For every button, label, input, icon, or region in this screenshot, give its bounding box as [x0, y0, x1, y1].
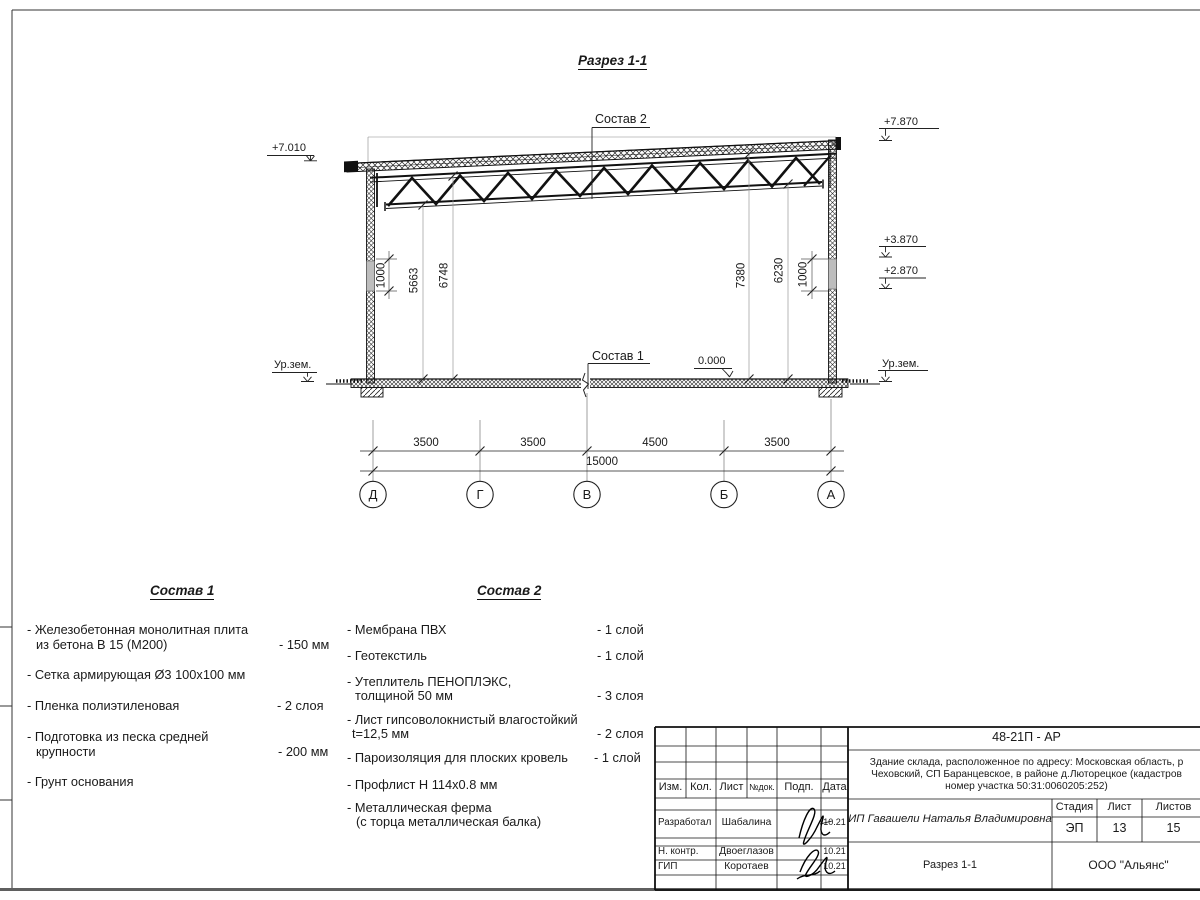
sostav2-item4-line2: t=12,5 мм: [352, 726, 410, 741]
tb-date-2: 10.21: [823, 846, 846, 856]
floor-slab: [351, 379, 848, 388]
vdim-6230: 6230: [773, 257, 786, 284]
tb-sheets-label: Листов: [1155, 801, 1192, 813]
sostav1-item1-line2: из бетона В 15 (М200): [36, 637, 168, 652]
sostav2-item3-line1: - Утеплитель ПЕНОПЛЭКС,: [347, 674, 512, 689]
tb-role-razrabotal: Разработал: [658, 817, 712, 828]
elevation-mark-7870: [879, 129, 939, 141]
tb-description-line1: Здание склада, расположенное по адресу: Московская область, р: [869, 757, 1184, 768]
vdim-6748: 6748: [438, 262, 451, 289]
foundation-right: [819, 388, 842, 398]
sostav2-item3-line2: толщиной 50 мм: [355, 688, 453, 703]
hdim-3500-2: 3500: [520, 437, 546, 449]
ground-level-label-left: Ур.зем.: [274, 359, 312, 371]
vdim-7380: 7380: [735, 262, 748, 289]
tb-client: ИП Гавашели Наталья Владимировна: [848, 813, 1052, 825]
hdim-3500-1: 3500: [413, 437, 439, 449]
sostav1-title: Состав 1: [150, 583, 214, 600]
sostav1-item4-line2: крупности: [36, 744, 96, 759]
axis-label-a: А: [826, 487, 836, 502]
tb-company: ООО "Альянс": [1088, 858, 1169, 872]
tb-doc-code: 48-21П - АР: [992, 730, 1061, 744]
hdim-3500-3: 3500: [764, 437, 790, 449]
tb-stage-label: Стадия: [1055, 801, 1094, 813]
tb-col-podp: Подп.: [784, 781, 814, 793]
elevation-label-7010: +7.010: [272, 142, 306, 154]
tb-col-list: Лист: [719, 781, 744, 793]
tb-stage-value: ЭП: [1065, 821, 1084, 835]
horizontal-dimensions: [360, 393, 844, 508]
sostav1-item3-value: - 2 слоя: [277, 698, 324, 713]
sostav2-item2-value: - 1 слой: [597, 648, 644, 663]
tb-drawing-name: Разрез 1-1: [922, 859, 977, 871]
sostav2-item1-line1: - Мембрана ПВХ: [347, 622, 447, 637]
elevation-mark-ground-left: [272, 373, 317, 382]
tb-name-shabalina: Шабалина: [721, 817, 772, 828]
sostav1-item5-line1: - Грунт основания: [27, 774, 134, 789]
sostav2-item4-value: - 2 слоя: [597, 726, 644, 741]
axis-label-d: Д: [368, 487, 378, 502]
tb-sheet-label: Лист: [1107, 801, 1132, 813]
tb-col-ndok: №док.: [749, 782, 775, 792]
vdim-1000-right: 1000: [797, 261, 810, 288]
tb-sheet-value: 13: [1112, 821, 1127, 835]
tb-role-gip: ГИП: [658, 861, 678, 872]
vdim-5663: 5663: [408, 267, 421, 294]
foundation-left: [361, 388, 383, 398]
axis-bubbles: [360, 481, 844, 507]
axis-label-v: В: [582, 487, 592, 502]
sostav2-item4-line1: - Лист гипсоволокнистый влагостойкий: [347, 712, 578, 727]
roof-left-end-cap: [344, 161, 358, 172]
tb-role-nkontr: Н. контр.: [658, 846, 699, 857]
wall-right-window-band: [829, 259, 837, 289]
sostav1-item4-line1: - Подготовка из песка средней: [27, 729, 209, 744]
walls: [367, 140, 837, 383]
sostav1-item1-line1: - Железобетонная монолитная плита: [27, 622, 249, 637]
tb-description-line2: Чеховский, СП Баранцевское, в районе д.Люторецкое (кадастров: [871, 769, 1182, 780]
vdim-1000-left: 1000: [375, 262, 388, 289]
sostav2-title: Состав 2: [477, 583, 541, 600]
sostav2-item5-line1: - Пароизоляция для плоских кровель: [347, 750, 568, 765]
sostav1-leader-label: Состав 1: [592, 349, 644, 363]
sostav1-item1-value: - 150 мм: [279, 637, 330, 652]
sostav2-item7-line2: (с торца металлическая балка): [356, 814, 542, 829]
sostav2-item5-value: - 1 слой: [594, 750, 641, 765]
sostav1-item2-line1: - Сетка армирующая Ø3 100х100 мм: [27, 667, 246, 682]
tb-description-line3: номер участка 50:31:0060205:252): [945, 781, 1108, 792]
ground-level-label-right: Ур.зем.: [882, 358, 920, 370]
tb-col-data: Дата: [822, 781, 847, 793]
hdim-total-15000: 15000: [586, 456, 618, 468]
tb-name-dvoeglazov: Двоеглазов: [719, 846, 774, 857]
axis-label-b: Б: [719, 487, 729, 502]
sostav2-item6-line1: - Профлист Н 114х0.8 мм: [347, 777, 498, 792]
tb-name-korotaev: Коротаев: [724, 861, 769, 872]
tb-sheets-value: 15: [1166, 821, 1181, 835]
axis-label-g: Г: [476, 487, 484, 502]
elevation-mark-ground-right: [878, 371, 928, 382]
elevation-label-2870: +2.870: [884, 265, 918, 277]
elevation-label-7870: +7.870: [884, 116, 918, 128]
elevation-mark-2870: [879, 278, 926, 289]
sostav2-item2-line1: - Геотекстиль: [347, 648, 427, 663]
elevation-mark-zero: [694, 369, 733, 378]
wall-left-window-band: [367, 261, 375, 291]
sostav2-item1-value: - 1 слой: [597, 622, 644, 637]
elevation-label-3870: +3.870: [884, 234, 918, 246]
tb-col-izm: Изм.: [658, 781, 683, 793]
tb-date-1: 10.21: [823, 817, 846, 827]
zero-level-label: 0.000: [698, 355, 726, 367]
tb-date-3: 10.21: [823, 861, 846, 871]
sostav1-item4-value: - 200 мм: [278, 744, 329, 759]
sostav2-item7-line1: - Металлическая ферма: [347, 800, 492, 815]
floor-break-symbol: [581, 373, 590, 397]
sostav1-item3-line1: - Пленка полиэтиленовая: [27, 698, 180, 713]
drawing-view-title: Разрез 1-1: [578, 53, 647, 70]
floor-and-foundation: [326, 373, 880, 397]
sostav2-item3-value: - 3 слоя: [597, 688, 644, 703]
elevation-mark-3870: [879, 247, 926, 258]
tb-col-kol: Кол.: [690, 781, 712, 793]
elevation-mark-7010: [267, 156, 317, 161]
sostav2-leader-label: Состав 2: [595, 112, 647, 126]
hdim-4500: 4500: [642, 437, 668, 449]
